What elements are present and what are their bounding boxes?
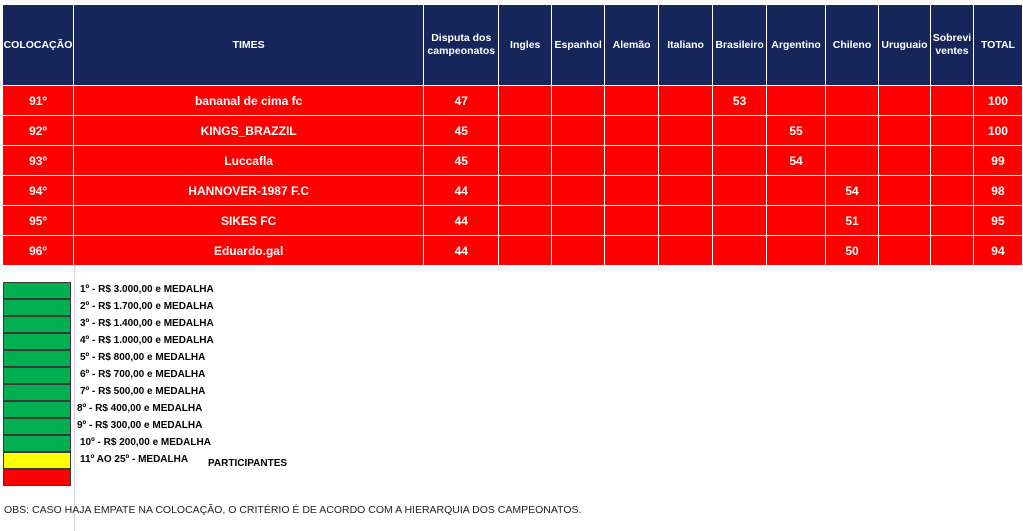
legend-label: 7º - R$ 500,00 e MEDALHA: [80, 386, 206, 397]
score-cell[interactable]: [930, 236, 973, 266]
score-cell[interactable]: [552, 116, 605, 146]
score-cell[interactable]: [713, 116, 767, 146]
score-cell[interactable]: [878, 176, 930, 206]
score-cell[interactable]: 94: [973, 236, 1022, 266]
legend-swatch: [3, 282, 71, 299]
position-cell[interactable]: 94º: [3, 176, 74, 206]
column-header[interactable]: Argentino: [767, 5, 826, 86]
score-cell[interactable]: 50: [826, 236, 879, 266]
score-cell[interactable]: [930, 146, 973, 176]
team-name-cell[interactable]: bananal de cima fc: [73, 86, 423, 116]
score-cell[interactable]: [552, 86, 605, 116]
score-cell[interactable]: [878, 116, 930, 146]
legend-swatch: [3, 401, 71, 418]
score-cell[interactable]: 51: [826, 206, 879, 236]
score-cell[interactable]: [605, 146, 659, 176]
score-cell[interactable]: [659, 146, 713, 176]
ranking-table: [2, 4, 1023, 266]
score-cell[interactable]: [930, 206, 973, 236]
score-cell[interactable]: 54: [826, 176, 879, 206]
score-cell[interactable]: [499, 86, 552, 116]
score-cell[interactable]: [767, 176, 826, 206]
score-cell[interactable]: 45: [424, 146, 499, 176]
score-cell[interactable]: [605, 236, 659, 266]
column-header[interactable]: Chileno: [826, 5, 879, 86]
score-cell[interactable]: 55: [767, 116, 826, 146]
legend-label: 8º - R$ 400,00 e MEDALHA: [77, 403, 203, 414]
score-cell[interactable]: [659, 86, 713, 116]
legend-swatch: [3, 367, 71, 384]
score-cell[interactable]: 54: [767, 146, 826, 176]
position-cell[interactable]: 92º: [3, 116, 74, 146]
score-cell[interactable]: [499, 146, 552, 176]
score-cell[interactable]: [767, 236, 826, 266]
score-cell[interactable]: [930, 86, 973, 116]
table-row: [3, 176, 1023, 206]
team-name-cell[interactable]: Eduardo.gal: [73, 236, 423, 266]
position-cell[interactable]: 93º: [3, 146, 74, 176]
score-cell[interactable]: [499, 206, 552, 236]
position-cell[interactable]: 91º: [3, 86, 74, 116]
legend-label: 3º - R$ 1.400,00 e MEDALHA: [80, 318, 214, 329]
score-cell[interactable]: 100: [973, 116, 1022, 146]
score-cell[interactable]: 99: [973, 146, 1022, 176]
column-header[interactable]: Sobrevi ventes: [930, 5, 973, 86]
score-cell[interactable]: [552, 236, 605, 266]
column-header[interactable]: Ingles: [499, 5, 552, 86]
score-cell[interactable]: 45: [424, 116, 499, 146]
score-cell[interactable]: [605, 206, 659, 236]
table-row: [3, 236, 1023, 266]
column-header[interactable]: TOTAL: [973, 5, 1022, 86]
score-cell[interactable]: [499, 236, 552, 266]
observation-note: OBS: CASO HAJA EMPATE NA COLOCAÇÃO, O CRITÉRIO É DE ACORDO COM A HIERARQUIA DOS CAMPEONATOS.: [4, 504, 582, 516]
team-name-cell[interactable]: Luccafla: [73, 146, 423, 176]
score-cell[interactable]: [878, 236, 930, 266]
column-header[interactable]: TIMES: [73, 5, 423, 86]
legend-swatch: [3, 469, 71, 486]
score-cell[interactable]: [499, 116, 552, 146]
score-cell[interactable]: [826, 86, 879, 116]
legend-swatch: [3, 435, 71, 452]
score-cell[interactable]: 95: [973, 206, 1022, 236]
column-header[interactable]: COLOCAÇÃO: [3, 5, 74, 86]
legend-label: 4º - R$ 1.000,00 e MEDALHA: [80, 335, 214, 346]
table-row: [3, 116, 1023, 146]
score-cell[interactable]: [826, 146, 879, 176]
legend-label: 11º AO 25º - MEDALHA: [80, 454, 189, 465]
legend-swatch: [3, 333, 71, 350]
score-cell[interactable]: 44: [424, 176, 499, 206]
score-cell[interactable]: [659, 176, 713, 206]
legend-label: 10º - R$ 200,00 e MEDALHA: [80, 437, 211, 448]
table-row: [3, 86, 1023, 116]
column-header[interactable]: Espanhol: [552, 5, 605, 86]
score-cell[interactable]: [605, 176, 659, 206]
score-cell[interactable]: [930, 116, 973, 146]
score-cell[interactable]: [713, 236, 767, 266]
score-cell[interactable]: 98: [973, 176, 1022, 206]
legend-swatch: [3, 384, 71, 401]
column-header[interactable]: Brasileiro: [713, 5, 767, 86]
legend-label: 5º - R$ 800,00 e MEDALHA: [80, 352, 206, 363]
table-row: [3, 206, 1023, 236]
score-cell[interactable]: 44: [424, 236, 499, 266]
column-header[interactable]: Disputa dos campeonatos: [424, 5, 499, 86]
score-cell[interactable]: [713, 176, 767, 206]
legend-label: PARTICIPANTES: [208, 458, 288, 469]
score-cell[interactable]: [552, 176, 605, 206]
column-header[interactable]: Italiano: [659, 5, 713, 86]
score-cell[interactable]: 53: [713, 86, 767, 116]
score-cell[interactable]: [659, 206, 713, 236]
team-name-cell[interactable]: KINGS_BRAZZIL: [73, 116, 423, 146]
team-name-cell[interactable]: HANNOVER-1987 F.C: [73, 176, 423, 206]
score-cell[interactable]: [930, 176, 973, 206]
legend-swatch: [3, 452, 71, 469]
table-body: [3, 86, 1023, 266]
score-cell[interactable]: [767, 206, 826, 236]
legend-swatch: [3, 418, 71, 435]
score-cell[interactable]: [878, 206, 930, 236]
table-row: [3, 146, 1023, 176]
score-cell[interactable]: [713, 206, 767, 236]
position-cell[interactable]: 95º: [3, 206, 74, 236]
legend-label: 1º - R$ 3.000,00 e MEDALHA: [80, 284, 214, 295]
score-cell[interactable]: [605, 116, 659, 146]
score-cell[interactable]: [552, 206, 605, 236]
legend-label: 9º - R$ 300,00 e MEDALHA: [77, 420, 203, 431]
score-cell[interactable]: [713, 146, 767, 176]
score-cell[interactable]: [826, 116, 879, 146]
score-cell[interactable]: [605, 86, 659, 116]
team-name-cell[interactable]: SIKES FC: [73, 206, 423, 236]
score-cell[interactable]: [878, 146, 930, 176]
header-row: [3, 5, 1023, 86]
score-cell[interactable]: [659, 116, 713, 146]
legend-label: 6º - R$ 700,00 e MEDALHA: [80, 369, 206, 380]
score-cell[interactable]: [659, 236, 713, 266]
score-cell[interactable]: [499, 176, 552, 206]
score-cell[interactable]: 47: [424, 86, 499, 116]
legend-label: 2º - R$ 1.700,00 e MEDALHA: [80, 301, 214, 312]
score-cell[interactable]: [767, 86, 826, 116]
column-header[interactable]: Uruguaio: [878, 5, 930, 86]
score-cell[interactable]: [552, 146, 605, 176]
legend-swatch: [3, 316, 71, 333]
column-header[interactable]: Alemão: [605, 5, 659, 86]
position-cell[interactable]: 96º: [3, 236, 74, 266]
score-cell[interactable]: 100: [973, 86, 1022, 116]
score-cell[interactable]: 44: [424, 206, 499, 236]
legend-swatch: [3, 350, 71, 367]
legend-swatch: [3, 299, 71, 316]
sheet-gridline: [74, 266, 75, 531]
score-cell[interactable]: [878, 86, 930, 116]
